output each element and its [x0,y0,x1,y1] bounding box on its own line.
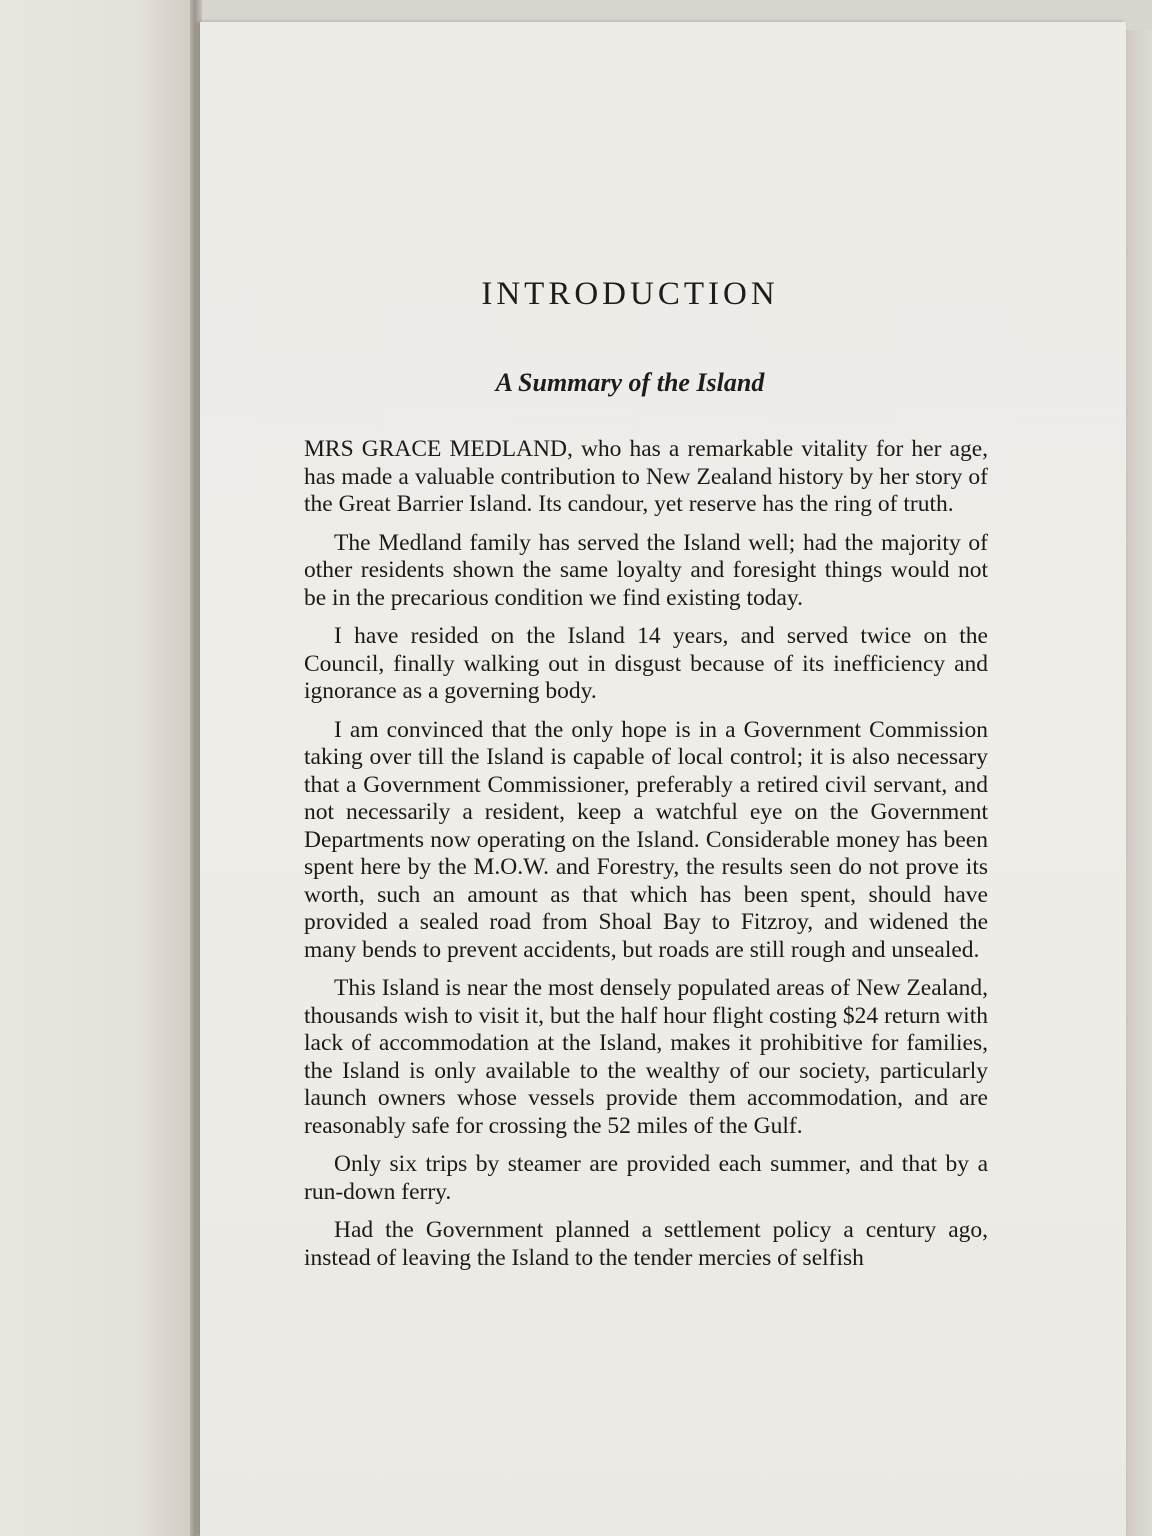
chapter-heading: INTRODUCTION [481,276,779,312]
paragraph-7: Had the Government planned a settlement policy a century ago, instead of leaving the Island to the tender mercies of selfish [304,1217,988,1271]
chapter-subheading: A Summary of the Island [495,368,765,397]
paragraph-2: The Medland family has served the Island well; had the majority of other residents shown the same loyalty and foresight things would not be in the precarious condition we find existing today. [304,529,988,611]
page-edge [1126,30,1152,1536]
left-page [0,0,196,1536]
paragraph-5: This Island is near the most densely populated areas of New Zealand, thousands wish to visit it, but the half hour flight costing $24 return with lack of accommodation at the Island, makes it prohibitive for families, the Island is only available to the wealthy of our society, particularly launch owners whose vessels provide them accommodation, and are reasonably safe for crossing the 52 miles of the Gulf. [304,975,988,1139]
body-text [304,436,988,1283]
paragraph-1: MRS GRACE MEDLAND, who has a remarkable vitality for her age, has made a valuable contribution to New Zealand history by her story of the Great Barrier Island. Its candour, yet reserve has the ring of truth. [304,436,988,517]
paragraph-4: I am convinced that the only hope is in a Government Commission taking over till the Island is capable of local control; it is also necessary that a Government Commissioner, preferably a retired civil servant, and not necessarily a resident, keep a watchful eye on the Government Departments now operating on the Island. Considerable money has been spent here by the M.O.W. and Forestry, the results seen do not prove its worth, such an amount as that which has been spent, should have provided a sealed road from Shoal Bay to Fitzroy, and widened the many bends to prevent accidents, but roads are still rough and unsealed. [304,716,988,963]
paragraph-6: Only six trips by steamer are provided each summer, and that by a run-down ferry. [304,1151,988,1205]
paragraph-3: I have resided on the Island 14 years, and served twice on the Council, finally walking out in disgust because of its inefficiency and ignorance as a governing body. [304,623,988,704]
